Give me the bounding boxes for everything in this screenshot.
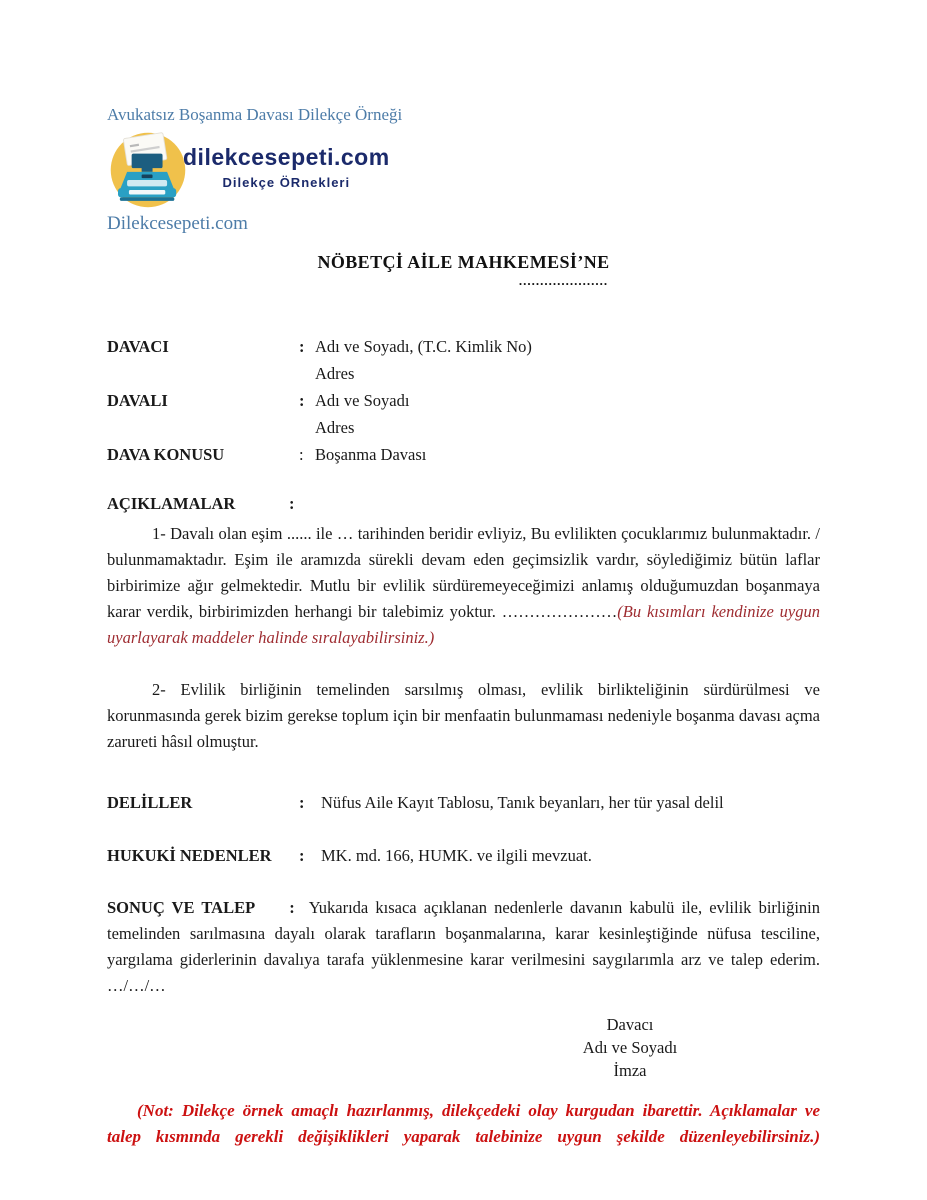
defendant-label: DAVALI xyxy=(107,391,168,410)
legal-grounds-label: HUKUKİ NEDENLER xyxy=(107,846,272,865)
conclusion-text: Yukarıda kısaca açıklanan nedenlerle davanın kabulü ile, evlilik birliğinin temelinden sarılmasına dayalı olarak tarafların boşanmalarına, karar kesinleştiğinde nüfusa tesciline, yargılama giderlerinin davalıya tarafa yüklenmesine karar verilmesini saygılarımla arz ve talep ederim. …/…/… xyxy=(107,898,820,995)
plaintiff-value: Adı ve Soyadı, (T.C. Kimlik No) xyxy=(315,337,532,356)
logo-tagline-text: Dilekçe ÖRnekleri xyxy=(222,175,351,190)
colon-separator: : xyxy=(299,445,304,464)
explanations-heading-row xyxy=(107,494,820,514)
plaintiff-label: DAVACI xyxy=(107,337,169,356)
colon-separator: : xyxy=(299,391,305,410)
colon-separator: : xyxy=(299,337,305,356)
case-subject-label: DAVA KONUSU xyxy=(107,445,225,464)
conclusion-label: SONUÇ VE TALEP xyxy=(107,898,256,917)
parties-section xyxy=(107,333,820,468)
plaintiff-address: Adres xyxy=(315,364,355,383)
logo-brand-text: dilekcesepeti.com xyxy=(183,144,390,170)
signature-block xyxy=(525,1013,735,1082)
legal-grounds-value: MK. md. 166, HUMK. ve ilgili mevzuat. xyxy=(321,846,592,865)
conclusion-paragraph xyxy=(107,895,820,999)
disclaimer-note: (Not: Dilekçe örnek amaçlı hazırlanmış, dilekçedeki olay kurgudan ibarettir. Açıklamalar ve talep kısmında gerekli değişiklikleri yaparak talebinize uygun şekilde düzenleyebilirsiniz.) xyxy=(107,1101,820,1146)
signature-sign: İmza xyxy=(613,1061,647,1080)
defendant-value: Adı ve Soyadı xyxy=(315,391,410,410)
logo-text xyxy=(183,144,390,190)
evidence-label: DELİLLER xyxy=(107,793,193,812)
article-title-link[interactable]: Avukatsız Boşanma Davası Dilekçe Örneği xyxy=(107,105,403,124)
site-logo[interactable] xyxy=(107,130,820,210)
colon-separator: : xyxy=(289,494,295,513)
defendant-address-row xyxy=(107,414,820,441)
site-link[interactable]: Dilekcesepeti.com xyxy=(107,213,248,234)
plaintiff-address-row xyxy=(107,360,820,387)
case-subject-row xyxy=(107,441,820,468)
explanations-heading: AÇIKLAMALAR xyxy=(107,494,236,513)
signature-role: Davacı xyxy=(606,1015,654,1034)
court-name-dots: ..................... xyxy=(518,273,609,288)
colon-separator: : xyxy=(299,846,305,865)
explanation-paragraph-2: 2- Evlilik birliğinin temelinden sarsılmış olması, evlilik birlikteliğinin sürdürülmesi ve korunmasında gerek bizim gerekse toplum için bir menfaatin bulunmaması nedeniyle boşanma davası açma zarureti hâsıl olmuştur. xyxy=(107,680,820,751)
inline-hint-note: (Bu kısımları kendinize uygun uyarlayarak maddeler halinde sıralayabilirsiniz.) xyxy=(107,602,820,647)
legal-grounds-row xyxy=(107,842,820,869)
evidence-value: Nüfus Aile Kayıt Tablosu, Tanık beyanları, her tür yasal delil xyxy=(321,793,724,812)
colon-separator: : xyxy=(289,898,295,917)
court-title: NÖBETÇİ AİLE MAHKEMESİ’NE xyxy=(317,252,610,272)
explanation-paragraph-1 xyxy=(107,521,820,651)
signature-name: Adı ve Soyadı xyxy=(582,1038,678,1057)
explanation-1-text: 1- Davalı olan eşim ...... ile … tarihinden beridir evliyiz, Bu evlilikten çocuklarımız bulunmaktadır. / bulunmamaktadır. Eşim ile aramızda sürekli devam eden geçimsizlik vardır, söylediğimiz bütün laflar birbirimize ağır gelmektedir. Mutlu bir evlilik sürdüremeyeceğimizi anlamış olduğumuzdan boşanmaya karar verdik, birbirimizden herhangi bir talebimiz yoktur. ………………… xyxy=(107,524,820,621)
defendant-row xyxy=(107,387,820,414)
evidence-row xyxy=(107,789,820,816)
case-subject-value: Boşanma Davası xyxy=(315,445,427,464)
colon-separator: : xyxy=(299,793,305,812)
typewriter-logo-icon xyxy=(107,130,189,210)
defendant-address: Adres xyxy=(315,418,355,437)
plaintiff-row xyxy=(107,333,820,360)
